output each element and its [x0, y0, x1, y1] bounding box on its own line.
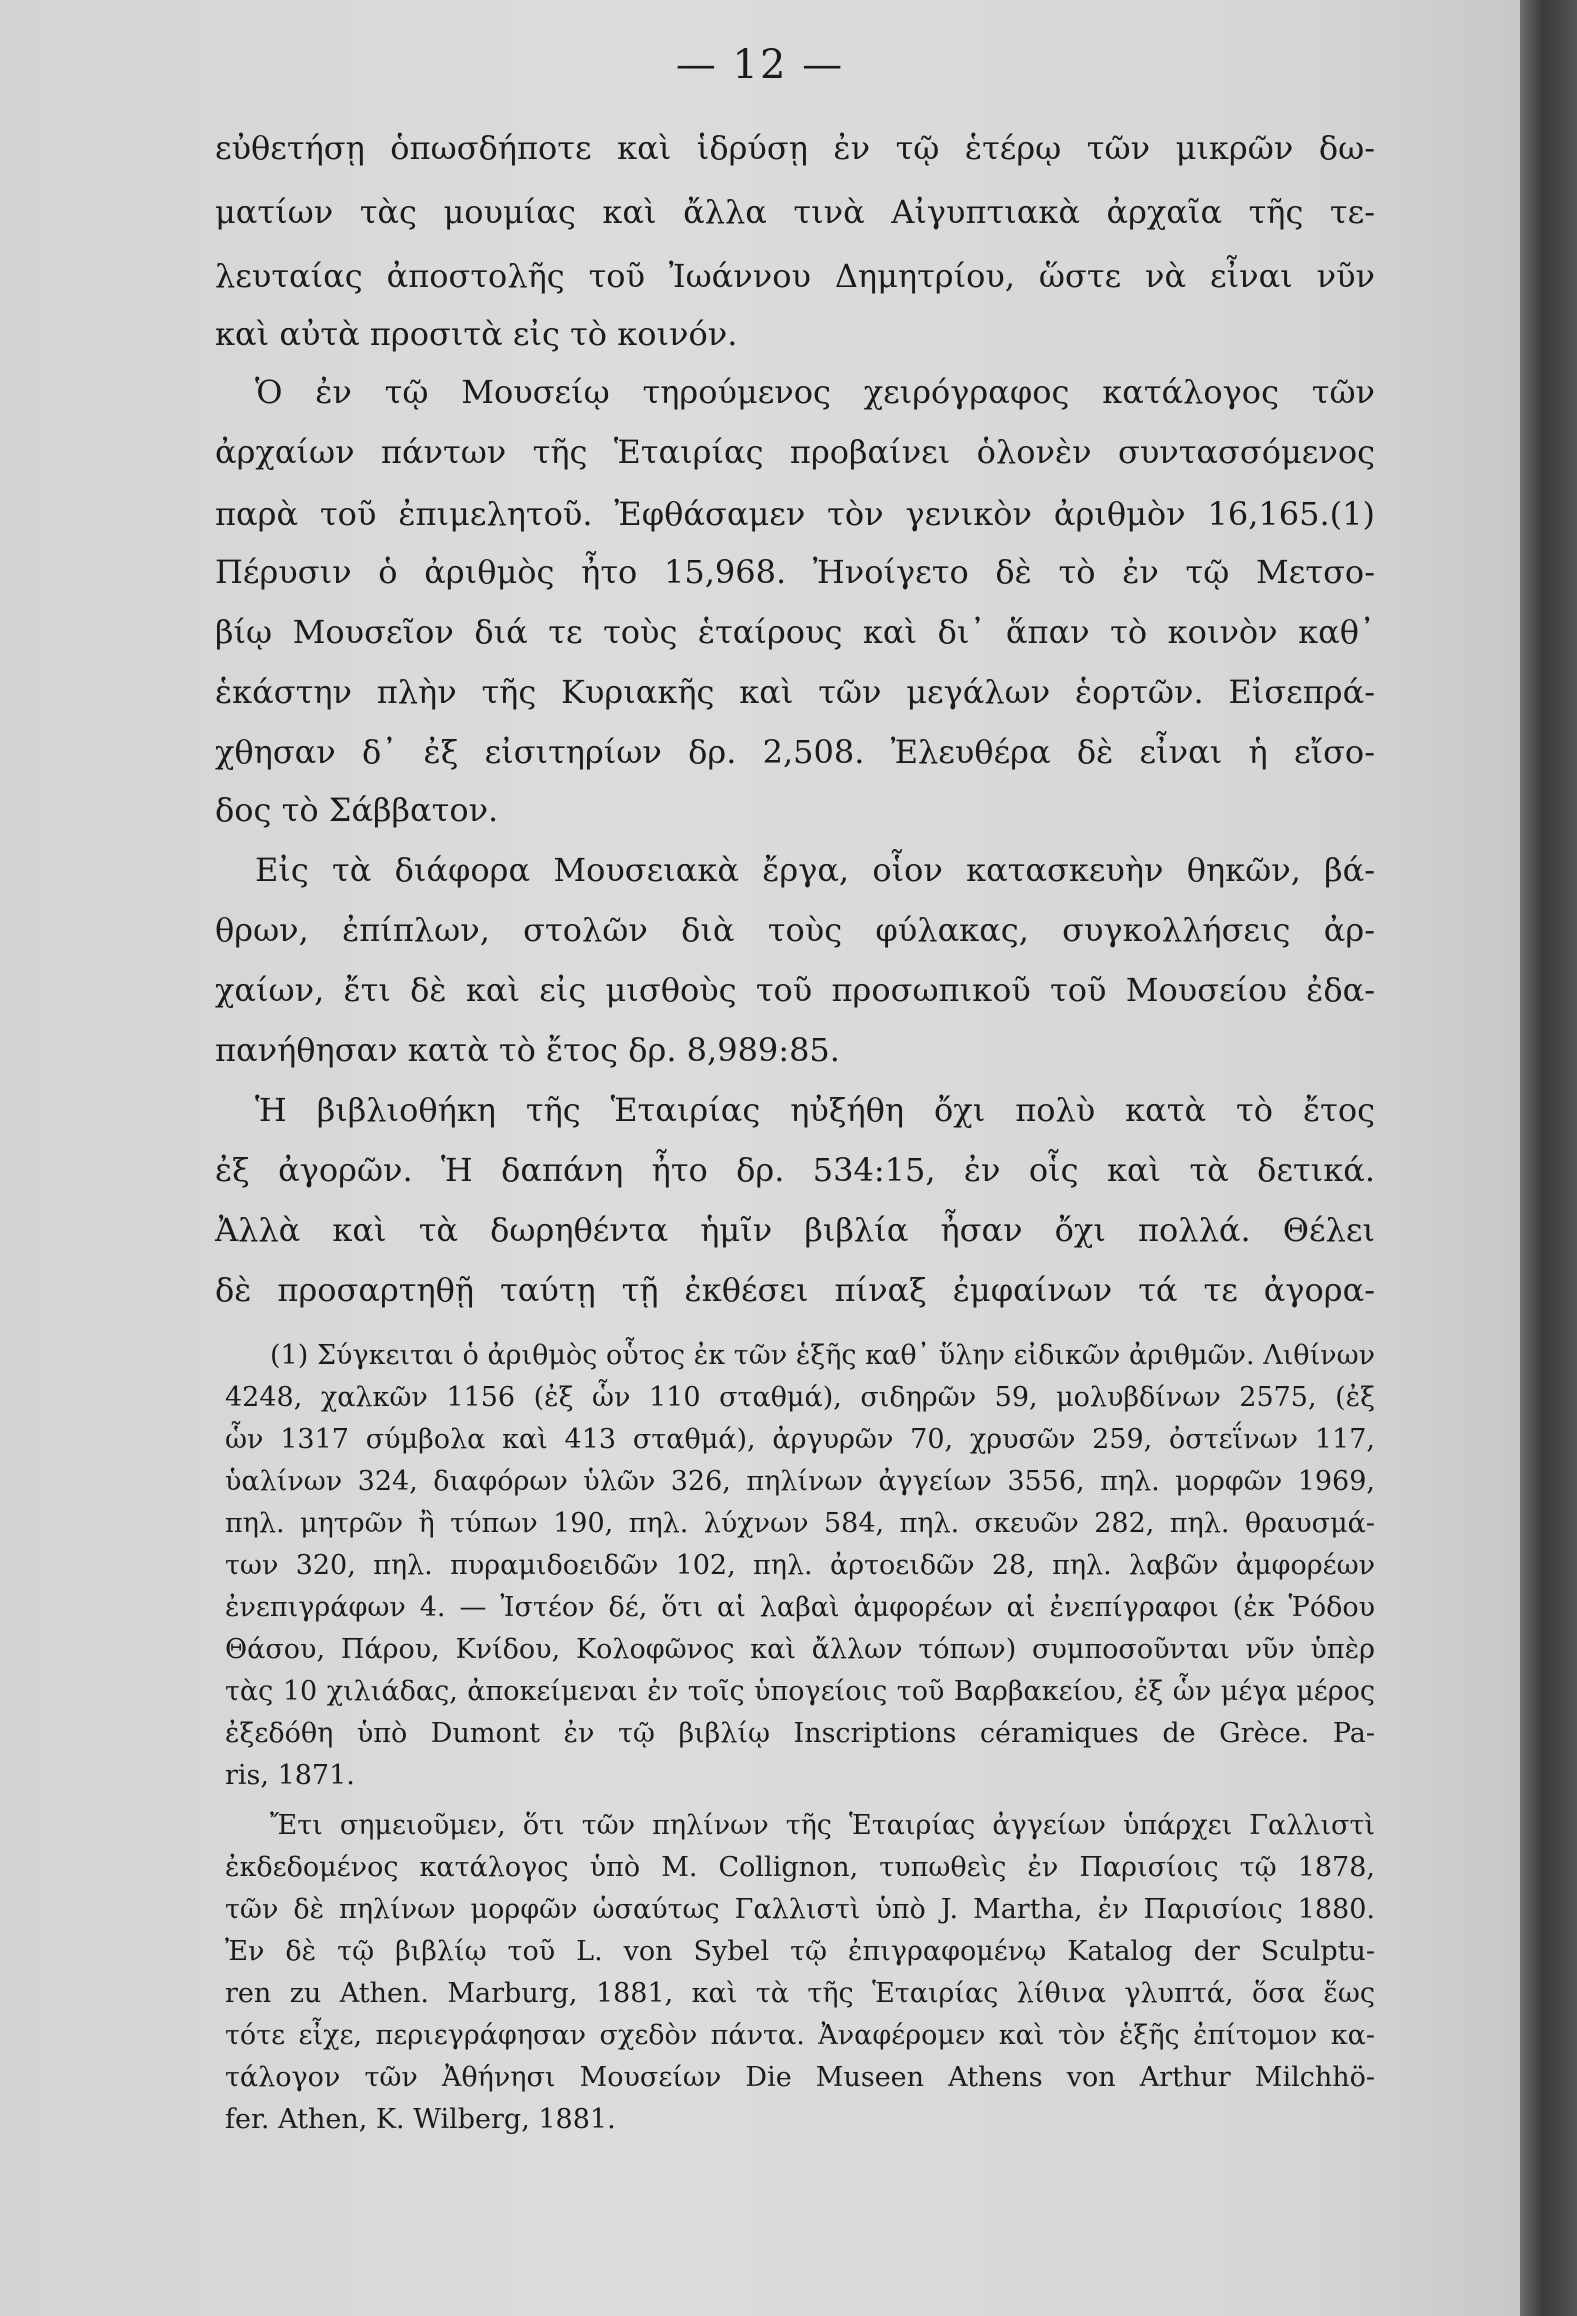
body-line: χθησαν δ᾽ ἐξ εἰσιτηρίων δρ. 2,508. Ἐλευθέρα δὲ εἶναι ἡ εἴσο-: [215, 733, 1375, 771]
body-line: βίῳ Μουσεῖον διά τε τοὺς ἑταίρους καὶ δι᾽ ἅπαν τὸ κοινὸν καθ᾽: [215, 613, 1375, 651]
footnote-line: fer. Athen, K. Wilberg, 1881.: [225, 2104, 616, 2135]
footnote-line: Ἔτι σημειοῦμεν, ὅτι τῶν πηλίνων τῆς Ἑταιρίας ἀγγείων ὑπάρχει Γαλλιστὶ: [270, 1810, 1375, 1841]
body-line: ἀρχαίων πάντων τῆς Ἑταιρίας προβαίνει ὁλονὲν συντασσόμενος: [215, 433, 1375, 471]
body-line: Ὁ ἐν τῷ Μουσείῳ τηρούμενος χειρόγραφος κατάλογος τῶν: [255, 373, 1375, 411]
page-number: — 12 —: [675, 42, 845, 88]
body-line: καὶ αὐτὰ προσιτὰ εἰς τὸ κοινόν.: [215, 315, 738, 353]
footnote-line: τάλογον τῶν Ἀθήνησι Μουσείων Die Museen Athens von Arthur Milchhö-: [225, 2062, 1375, 2093]
body-line: ματίων τὰς μουμίας καὶ ἄλλα τινὰ Αἰγυπτιακὰ ἀρχαῖα τῆς τε-: [215, 193, 1375, 231]
body-line: χαίων, ἔτι δὲ καὶ εἰς μισθοὺς τοῦ προσωπικοῦ τοῦ Μουσείου ἐδα-: [215, 971, 1375, 1009]
body-line: πανήθησαν κατὰ τὸ ἔτος δρ. 8,989:85.: [215, 1031, 840, 1069]
footnote-line: ἐξεδόθη ὑπὸ Dumont ἐν τῷ βιβλίῳ Inscriptions céramiques de Grèce. Pa-: [225, 1718, 1375, 1749]
footnote-line: ἐκδεδομένος κατάλογος ὑπὸ M. Collignon, τυπωθεὶς ἐν Παρισίοις τῷ 1878,: [225, 1852, 1375, 1883]
footnote-line: πηλ. μητρῶν ἢ τύπων 190, πηλ. λύχνων 584, πηλ. σκευῶν 282, πηλ. θραυσμά-: [225, 1508, 1375, 1539]
body-line: θρων, ἐπίπλων, στολῶν διὰ τοὺς φύλακας, συγκολλήσεις ἀρ-: [215, 911, 1375, 949]
body-line: παρὰ τοῦ ἐπιμελητοῦ. Ἐφθάσαμεν τὸν γενικὸν ἀριθμὸν 16,165.(1): [215, 495, 1375, 533]
footnote-line: των 320, πηλ. πυραμιδοειδῶν 102, πηλ. ἀρτοειδῶν 28, πηλ. λαβῶν ἀμφορέων: [225, 1550, 1375, 1581]
body-line: δὲ προσαρτηθῇ ταύτῃ τῇ ἐκθέσει πίναξ ἐμφαίνων τά τε ἀγορα-: [215, 1271, 1375, 1309]
footnote-line: (1) Σύγκειται ὁ ἀριθμὸς οὗτος ἐκ τῶν ἑξῆς καθ᾽ ὕλην εἰδικῶν ἀριθμῶν. Λιθίνων: [270, 1340, 1375, 1371]
body-line: εὐθετήσῃ ὁπωσδήποτε καὶ ἱδρύσῃ ἐν τῷ ἑτέρῳ τῶν μικρῶν δω-: [215, 129, 1375, 167]
footnote-line: ris, 1871.: [225, 1760, 355, 1791]
body-line: Πέρυσιν ὁ ἀριθμὸς ἦτο 15,968. Ἠνοίγετο δὲ τὸ ἐν τῷ Μετσο-: [215, 553, 1375, 591]
footnote-line: τὰς 10 χιλιάδας, ἀποκείμεναι ἐν τοῖς ὑπογείοις τοῦ Βαρβακείου, ἐξ ὧν μέγα μέρος: [225, 1676, 1375, 1707]
body-line: δος τὸ Σάββατον.: [215, 791, 499, 829]
footnote-line: Ἐν δὲ τῷ βιβλίῳ τοῦ L. von Sybel τῷ ἐπιγραφομένῳ Katalog der Sculptu-: [225, 1936, 1375, 1967]
footnote-line: 4248, χαλκῶν 1156 (ἐξ ὧν 110 σταθμά), σιδηρῶν 59, μολυβδίνων 2575, (ἐξ: [225, 1382, 1375, 1413]
body-line: Ἀλλὰ καὶ τὰ δωρηθέντα ἡμῖν βιβλία ἦσαν ὄχι πολλά. Θέλει: [215, 1211, 1375, 1249]
body-line: ἑκάστην πλὴν τῆς Κυριακῆς καὶ τῶν μεγάλων ἑορτῶν. Εἰσεπρά-: [215, 673, 1375, 711]
body-line: λευταίας ἀποστολῆς τοῦ Ἰωάννου Δημητρίου, ὥστε νὰ εἶναι νῦν: [215, 257, 1375, 295]
body-line: Ἡ βιβλιοθήκη τῆς Ἑταιρίας ηὐξήθη ὄχι πολὺ κατὰ τὸ ἔτος: [255, 1091, 1375, 1129]
body-line: Εἰς τὰ διάφορα Μουσειακὰ ἔργα, οἷον κατασκευὴν θηκῶν, βά-: [255, 851, 1375, 889]
footnote-line: Θάσου, Πάρου, Κνίδου, Κολοφῶνος καὶ ἄλλων τόπων) συμποσοῦνται νῦν ὑπὲρ: [225, 1634, 1375, 1665]
body-line: ἐξ ἀγορῶν. Ἡ δαπάνη ἦτο δρ. 534:15, ἐν οἷς καὶ τὰ δετικά.: [215, 1151, 1375, 1189]
footnote-line: τῶν δὲ πηλίνων μορφῶν ὡσαύτως Γαλλιστὶ ὑπὸ J. Martha, ἐν Παρισίοις 1880.: [225, 1894, 1375, 1925]
footnote-line: ὧν 1317 σύμβολα καὶ 413 σταθμά), ἀργυρῶν 70, χρυσῶν 259, ὀστεΐνων 117,: [225, 1424, 1375, 1455]
book-spine-shadow: [1520, 0, 1577, 2316]
footnote-line: ἐνεπιγράφων 4. — Ἰστέον δέ, ὅτι αἱ λαβαὶ ἀμφορέων αἱ ἐνεπίγραφοι (ἐκ Ῥόδου: [225, 1592, 1375, 1623]
footnote-line: τότε εἶχε, περιεγράφησαν σχεδὸν πάντα. Ἀναφέρομεν καὶ τὸν ἑξῆς ἐπίτομον κα-: [225, 2020, 1375, 2051]
footnote-line: ren zu Athen. Marburg, 1881, καὶ τὰ τῆς Ἑταιρίας λίθινα γλυπτά, ὅσα ἕως: [225, 1978, 1375, 2009]
footnote-line: ὑαλίνων 324, διαφόρων ὑλῶν 326, πηλίνων ἀγγείων 3556, πηλ. μορφῶν 1969,: [225, 1466, 1375, 1497]
